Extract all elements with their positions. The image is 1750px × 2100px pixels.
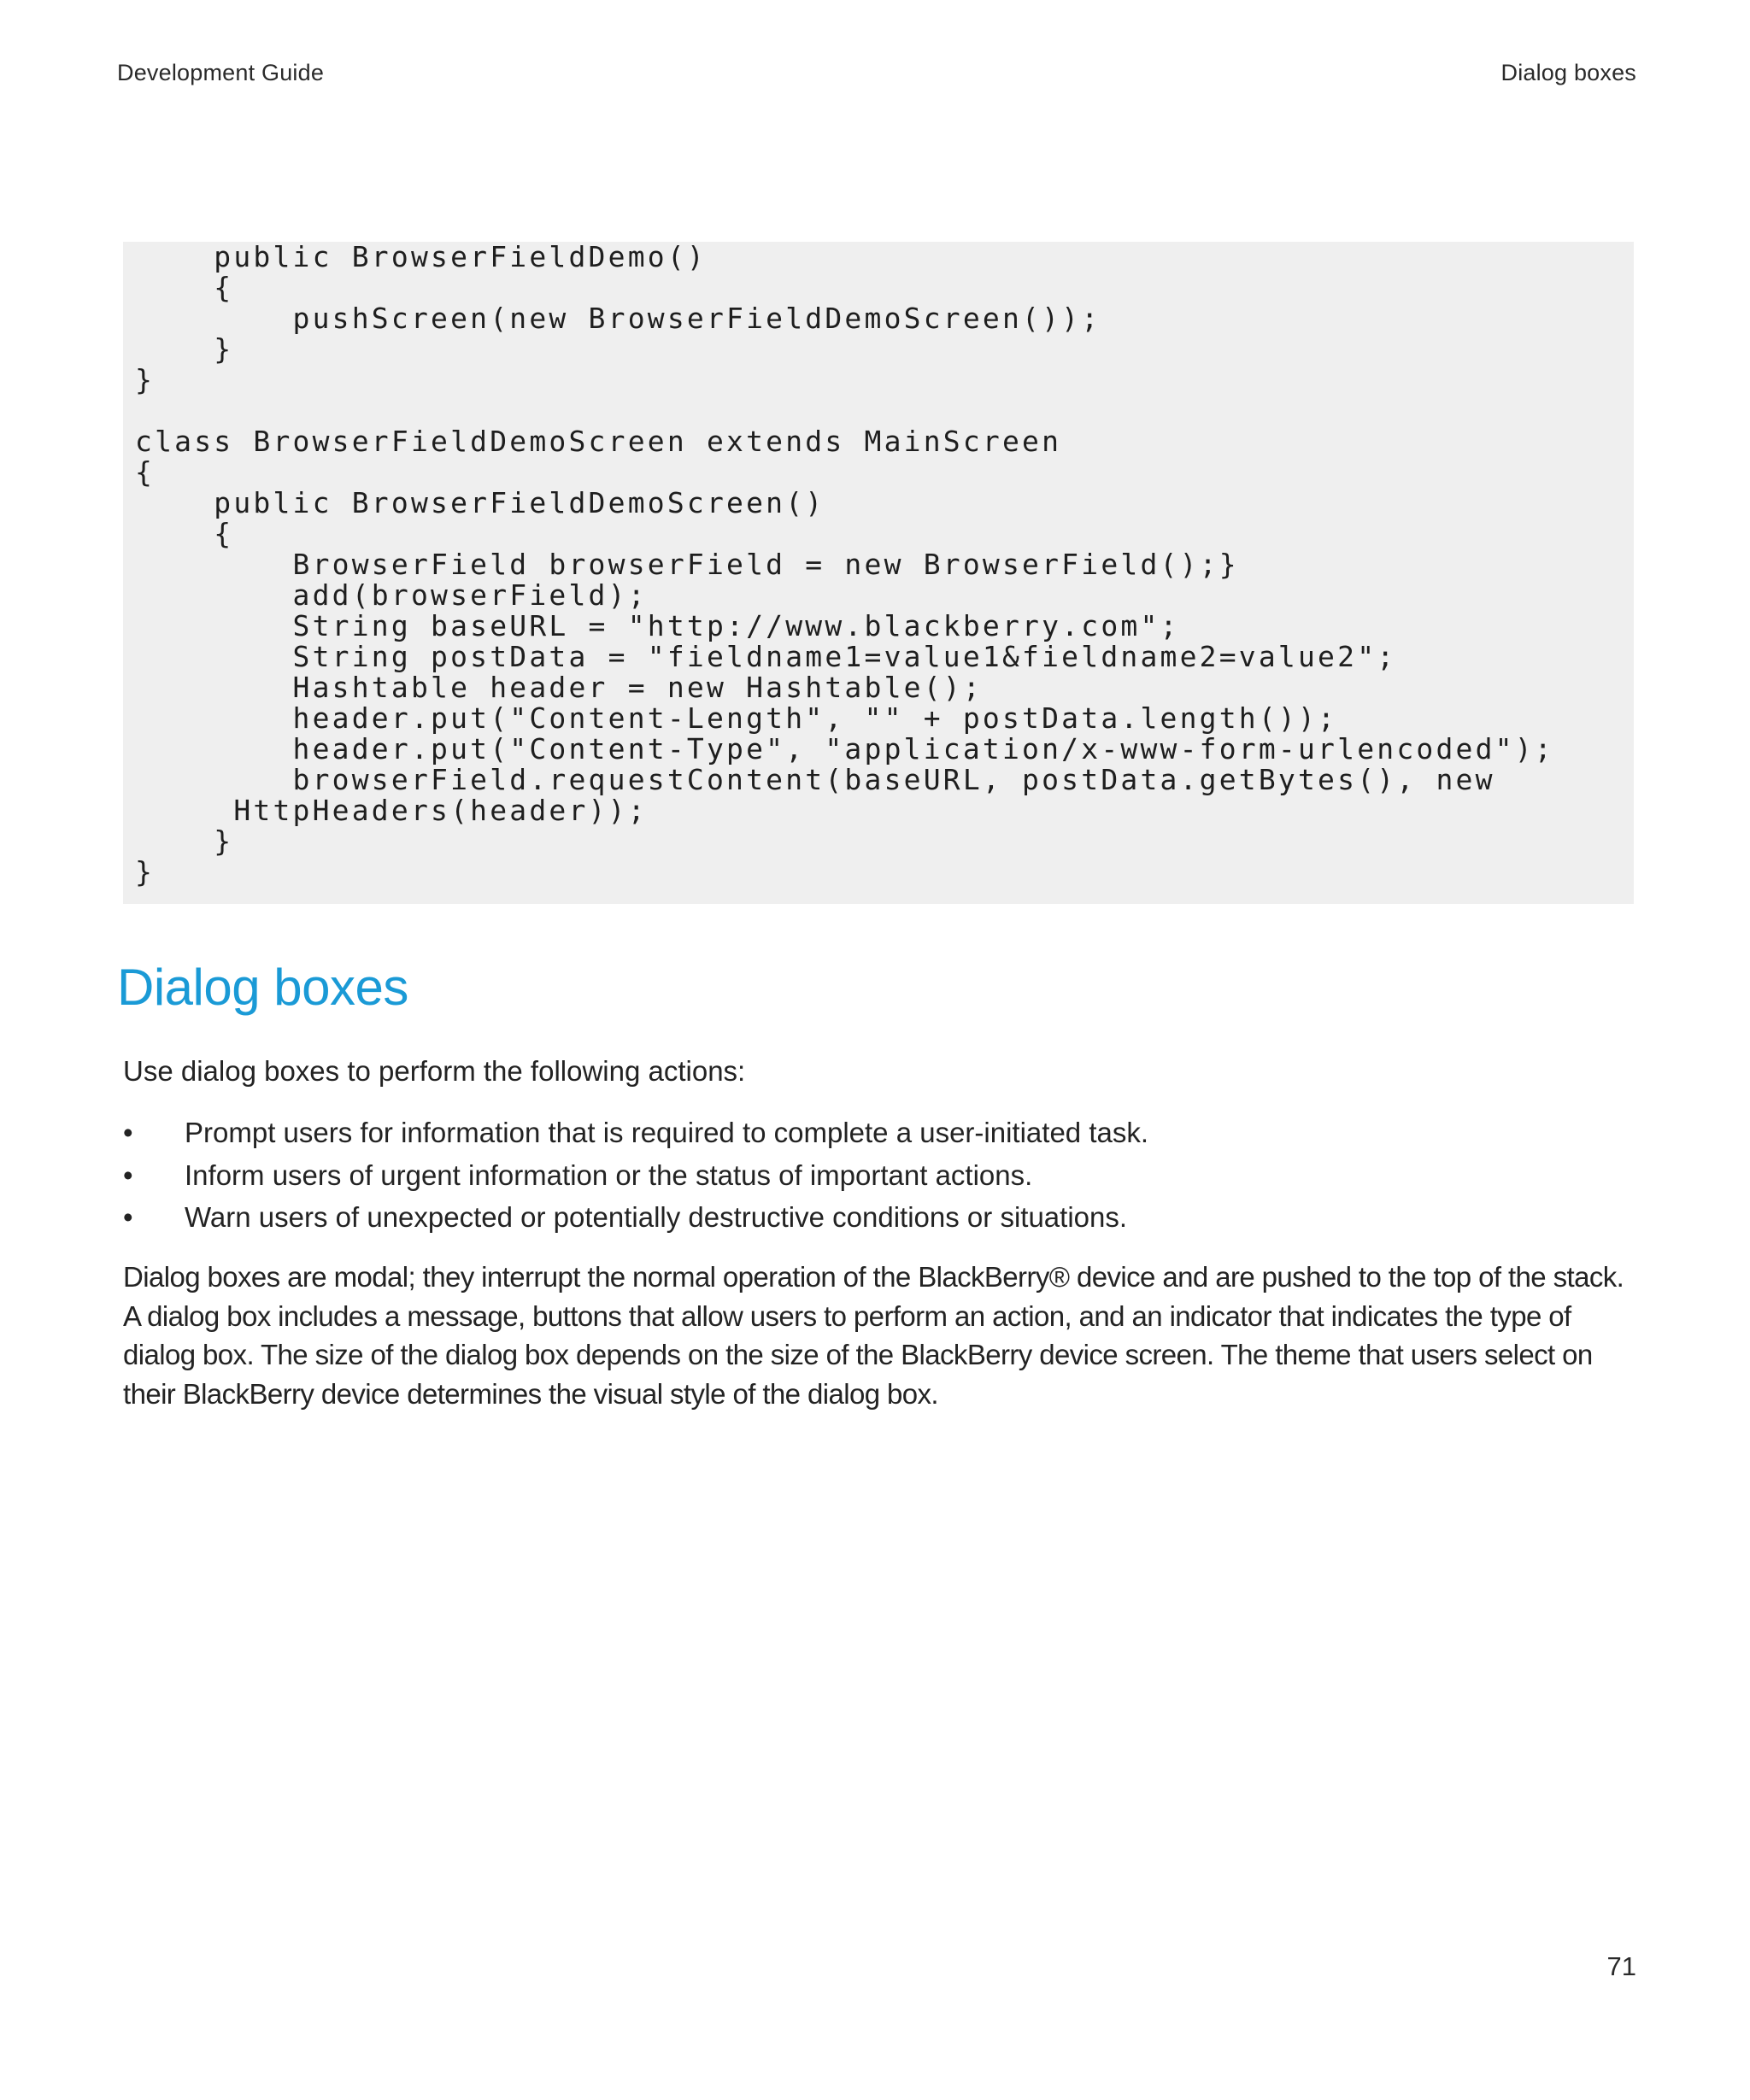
- code-line: public BrowserFieldDemoScreen(): [135, 486, 825, 519]
- list-item-text: Prompt users for information that is required to complete a user-initiated task.: [185, 1117, 1149, 1148]
- code-line: }: [135, 824, 234, 858]
- code-line: add(browserField);: [135, 578, 648, 612]
- code-line: browserField.requestContent(baseURL, postData.getBytes(), new: [135, 763, 1495, 796]
- code-line: HttpHeaders(header));: [135, 794, 648, 827]
- section-heading: Dialog boxes: [117, 959, 408, 1016]
- code-line: pushScreen(new BrowserFieldDemoScreen());: [135, 302, 1101, 335]
- code-line: header.put("Content-Length", "" + postData.length());: [135, 701, 1338, 735]
- bullet-icon: •: [123, 1159, 133, 1191]
- code-line: }: [135, 363, 156, 396]
- running-header-section: Dialog boxes: [1500, 60, 1636, 85]
- code-line: }: [135, 332, 234, 366]
- code-line: public BrowserFieldDemo(): [135, 240, 707, 273]
- code-line: Hashtable header = new Hashtable();: [135, 671, 983, 704]
- bullet-icon: •: [123, 1201, 133, 1233]
- code-line: {: [135, 455, 156, 489]
- page-number: 71: [1606, 1951, 1636, 1981]
- code-line: header.put("Content-Type", "application/x-www-form-urlencoded");: [135, 732, 1554, 766]
- code-line: {: [135, 271, 234, 304]
- code-block: [123, 242, 1634, 904]
- bullet-icon: •: [123, 1117, 133, 1148]
- list-item-text: Warn users of unexpected or potentially destructive conditions or situations.: [185, 1201, 1128, 1233]
- code-line: class BrowserFieldDemoScreen extends MainScreen: [135, 425, 1062, 458]
- running-header-title: Development Guide: [117, 60, 325, 85]
- code-line: BrowserField browserField = new BrowserField();}: [135, 548, 1239, 581]
- body-paragraph: Dialog boxes are modal; they interrupt the normal operation of the BlackBerry® device and are pushed to the top of the stack. A dialog box includes a message, buttons that allow users to perform an action, and an indicator that indicates the type of dialog box. The size of the dialog box depends on the size of the BlackBerry device screen. The theme that users select on their BlackBerry device determines the visual style of the dialog box.: [123, 1261, 1624, 1410]
- intro-text: Use dialog boxes to perform the following actions:: [123, 1055, 746, 1087]
- code-line: {: [135, 517, 234, 550]
- code-line: String postData = "fieldname1=value1&fieldname2=value2";: [135, 640, 1397, 673]
- code-line: String baseURL = "http://www.blackberry.com";: [135, 609, 1180, 642]
- list-item-text: Inform users of urgent information or the status of important actions.: [185, 1159, 1033, 1191]
- code-line: }: [135, 855, 156, 889]
